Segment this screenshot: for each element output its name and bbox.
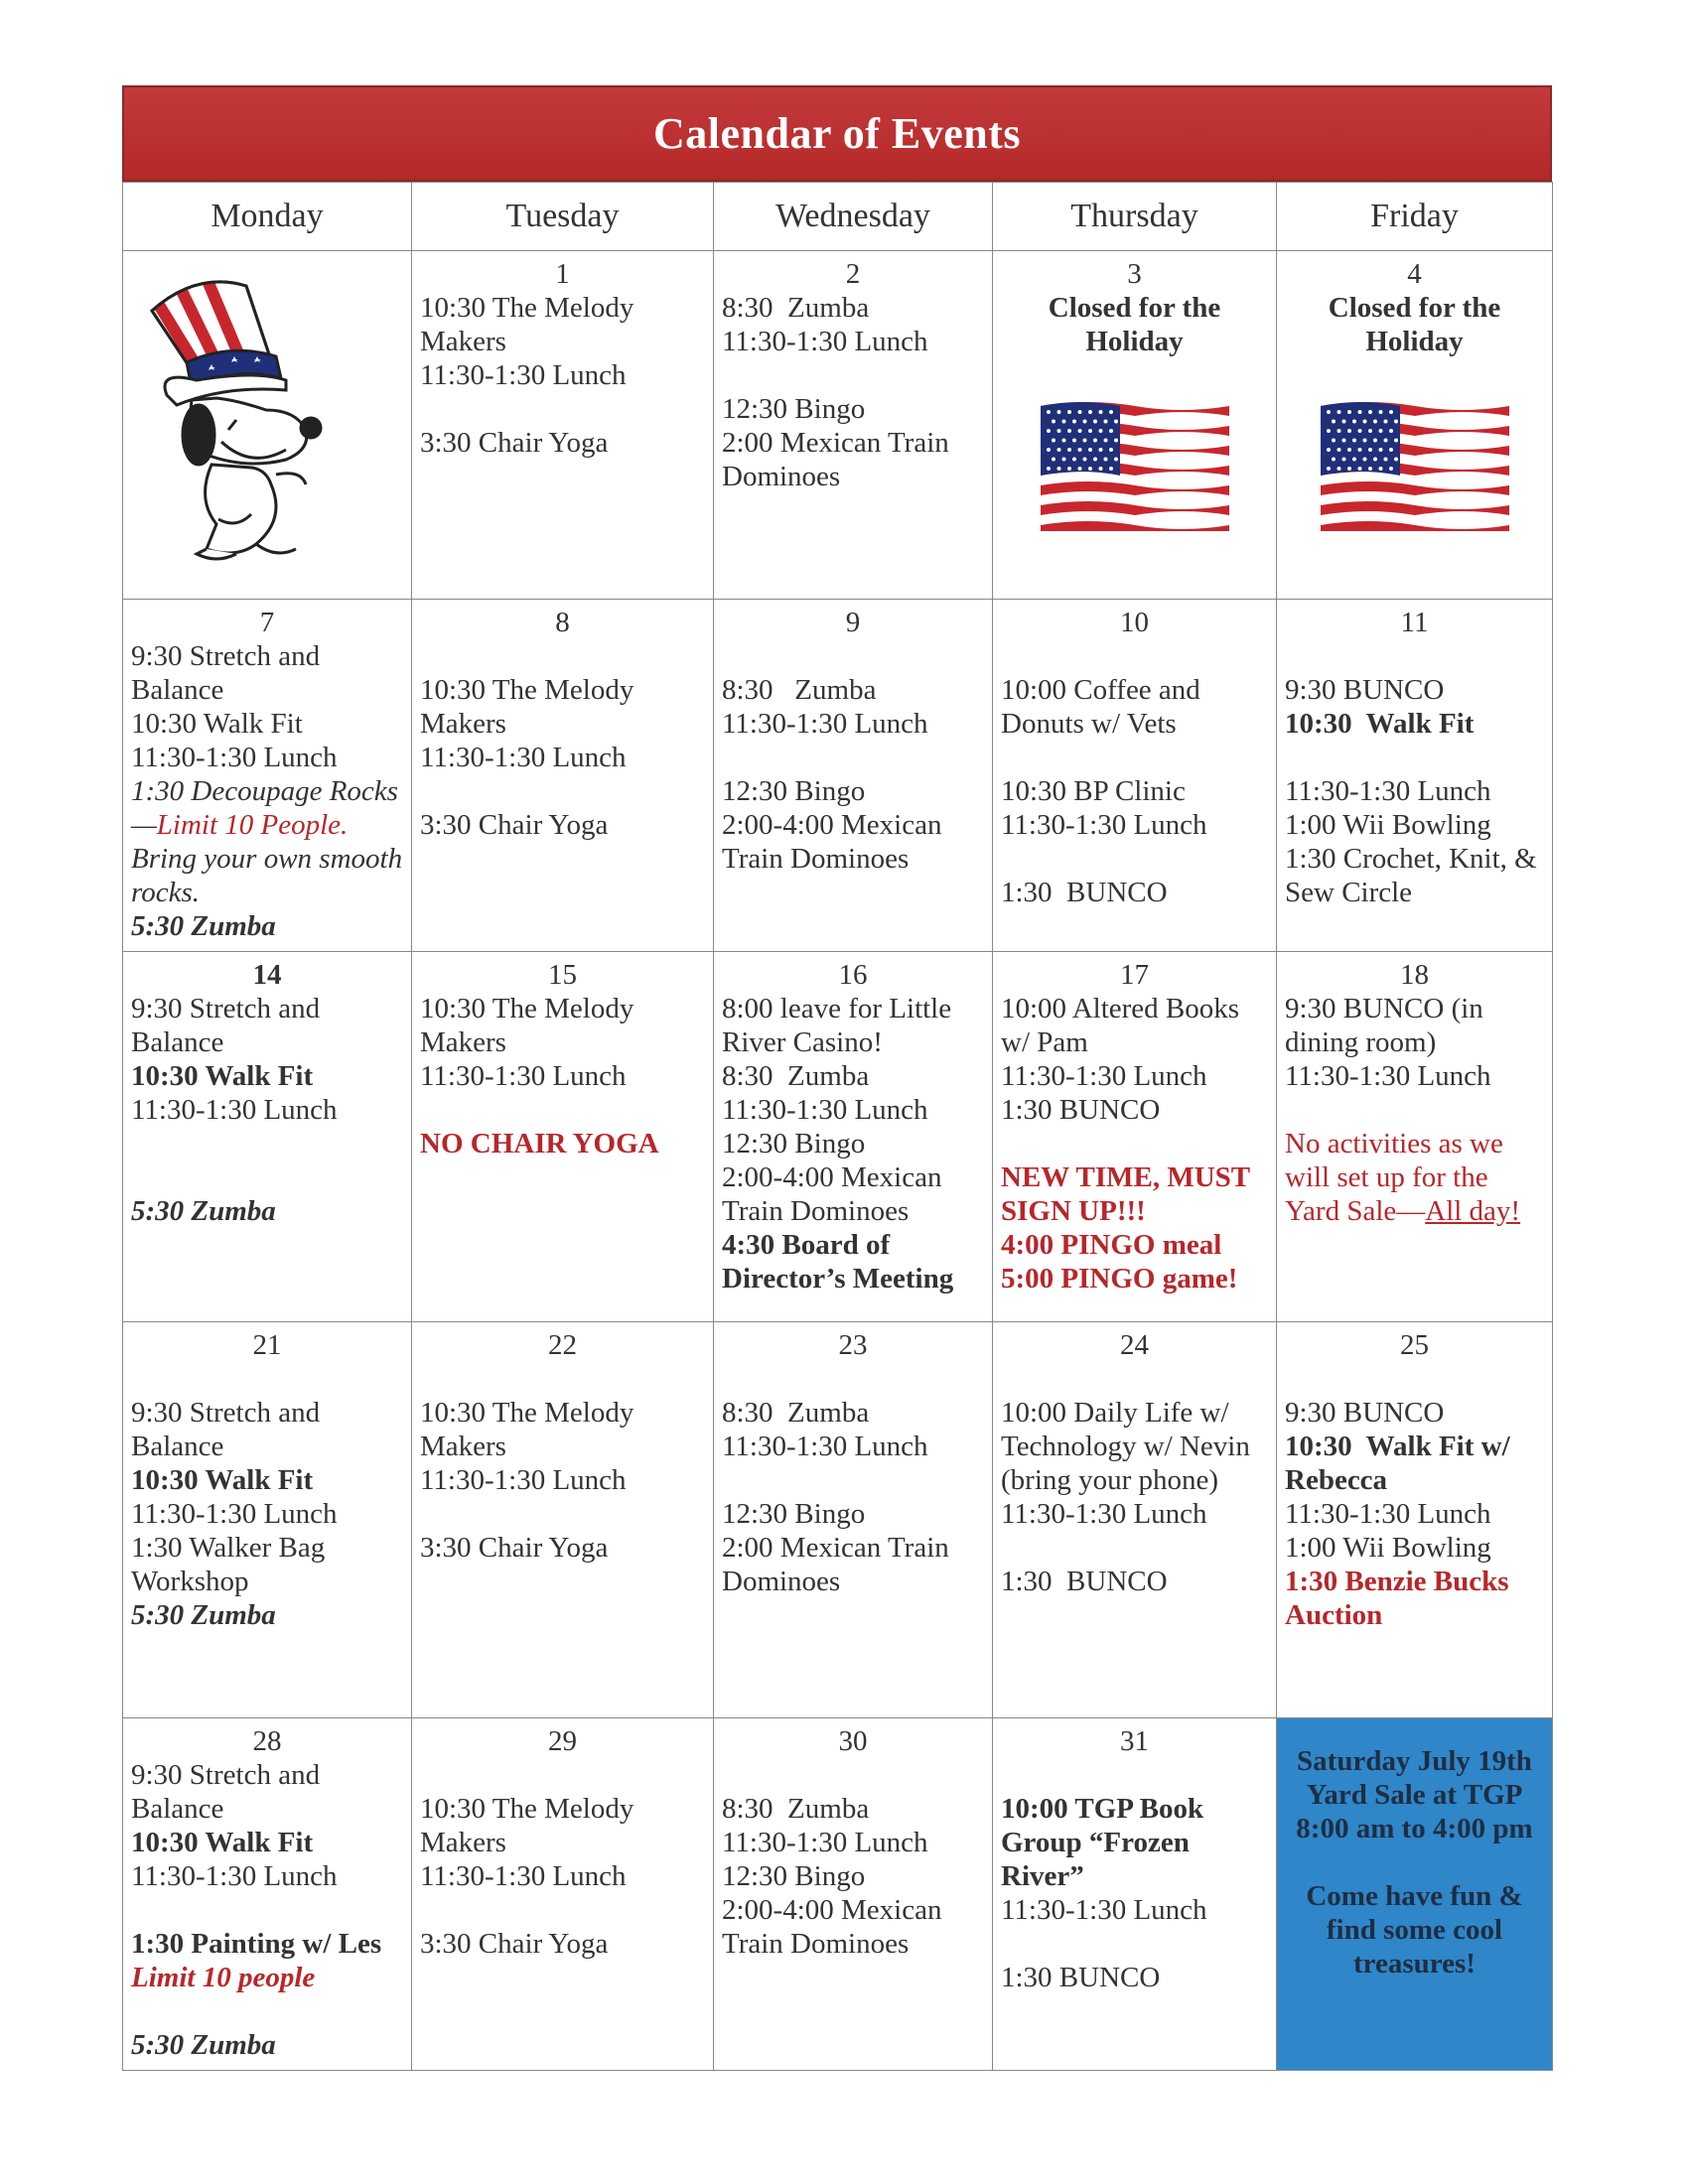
event-line: 11:30-1:30 Lunch — [1285, 775, 1491, 807]
event-line: 10:00 Daily Life w/ Technology w/ Nevin (bring your phone) — [1001, 1397, 1258, 1496]
day-number: 14 — [252, 959, 282, 991]
event-line: 10:00 TGP Book Group “Frozen River” — [1001, 1793, 1211, 1892]
day-cell — [993, 251, 1277, 600]
event-line: 5:00 PINGO game! — [1001, 1263, 1238, 1295]
day-cell — [714, 600, 993, 952]
event-line: 8:30 Zumba — [722, 1397, 870, 1429]
day-cell — [1277, 600, 1553, 952]
event-line: 11:30-1:30 Lunch — [1001, 1060, 1207, 1092]
event-line: 11:30-1:30 Lunch — [131, 1498, 338, 1530]
event-line: 1:30 Benzie Bucks Auction — [1285, 1566, 1515, 1631]
page-title: Calendar of Events — [653, 109, 1021, 158]
event-line: 5:30 Zumba — [131, 2029, 276, 2061]
american-flag-icon — [1041, 402, 1229, 531]
event-line: 10:00 Altered Books w/ Pam — [1001, 993, 1247, 1058]
event-line: 9:30 BUNCO (in dining room) — [1285, 993, 1491, 1058]
day-cell — [1277, 952, 1553, 1322]
event-line: 4:00 PINGO meal — [1001, 1229, 1222, 1261]
event-line: 11:30-1:30 Lunch — [1001, 1498, 1207, 1530]
event-line: 11:30-1:30 Lunch — [722, 708, 928, 740]
day-number: 30 — [838, 1725, 868, 1757]
event-line: 10:30 The Melody Makers — [420, 1397, 641, 1462]
event-line: 1:30 Crochet, Knit, & Sew Circle — [1285, 843, 1544, 908]
day-number: 31 — [1120, 1725, 1149, 1757]
weekday-header: Monday — [123, 183, 412, 251]
event-line: 2:00 Mexican Train Dominoes — [722, 1532, 957, 1597]
day-cell — [412, 251, 714, 600]
event-line: 9:30 BUNCO — [1285, 1397, 1445, 1429]
event-line: 2:00-4:00 Mexican Train Dominoes — [722, 809, 949, 875]
day-cell — [1277, 1322, 1553, 1718]
event-line: 8:00 leave for Little River Casino! — [722, 993, 959, 1058]
day-number: 29 — [548, 1725, 577, 1757]
week-row — [123, 1718, 1553, 2071]
day-number: 15 — [548, 959, 577, 991]
event-line: 11:30-1:30 Lunch — [131, 742, 338, 773]
week-row — [123, 1322, 1553, 1718]
week-row — [123, 600, 1553, 952]
day-cell — [714, 1718, 993, 2071]
event-line: 1:30 Painting w/ Les — [131, 1928, 382, 1960]
event-line: 11:30-1:30 Lunch — [722, 1431, 928, 1462]
event-line: 10:00 Coffee and Donuts w/ Vets — [1001, 674, 1208, 740]
event-line: 10:30 Walk Fit — [1285, 708, 1475, 740]
event-line: 10:30 BP Clinic — [1001, 775, 1186, 807]
event-line: 12:30 Bingo — [722, 1498, 866, 1530]
event-line: 9:30 Stretch and Balance — [131, 993, 328, 1058]
event-line: 9:30 BUNCO — [1285, 674, 1445, 706]
title-bar — [122, 85, 1552, 182]
event-line: NEW TIME, MUST SIGN UP!!! — [1001, 1161, 1257, 1227]
event-line: 2:00-4:00 Mexican Train Dominoes — [722, 1161, 949, 1227]
day-cell — [412, 1718, 714, 2071]
day-number: 28 — [252, 1725, 282, 1757]
day-cell — [714, 952, 993, 1322]
event-line: 1:30 Decoupage Rocks—Limit 10 People. Bring your own smooth rocks. — [131, 775, 410, 908]
weekday-header: Wednesday — [714, 183, 993, 251]
event-line: 3:30 Chair Yoga — [420, 1532, 609, 1564]
day-cell — [412, 952, 714, 1322]
event-line: 1:30 BUNCO — [1001, 1566, 1168, 1597]
event-line: 11:30-1:30 Lunch — [1001, 1894, 1207, 1926]
event-line: 10:30 Walk Fit — [131, 1464, 314, 1496]
event-line: 2:00 Mexican Train Dominoes — [722, 427, 957, 492]
event-line: 9:30 Stretch and Balance — [131, 1397, 328, 1462]
event-line: 10:30 Walk Fit — [131, 1060, 314, 1092]
event-line: 1:30 BUNCO — [1001, 1094, 1161, 1126]
day-number: 21 — [252, 1329, 282, 1361]
event-line: Closed for the Holiday — [1328, 292, 1508, 357]
event-line: 3:30 Chair Yoga — [420, 1928, 609, 1960]
event-line: 8:30 Zumba — [722, 1060, 870, 1092]
event-line: 5:30 Zumba — [131, 1599, 276, 1631]
day-number: 22 — [548, 1329, 577, 1361]
day-number: 11 — [1400, 607, 1429, 638]
event-line: 8:00 am to 4:00 pm — [1296, 1813, 1533, 1844]
event-line: 11:30-1:30 Lunch — [131, 1094, 338, 1126]
event-line: 5:30 Zumba — [131, 910, 276, 942]
day-number: 1 — [555, 258, 570, 290]
event-line: Saturday July 19th Yard Sale at TGP — [1297, 1745, 1539, 1811]
event-line: Closed for the Holiday — [1048, 292, 1228, 357]
event-line: 3:30 Chair Yoga — [420, 427, 609, 459]
event-line: 12:30 Bingo — [722, 393, 866, 425]
event-line: 11:30-1:30 Lunch — [420, 1860, 627, 1892]
day-number: 23 — [838, 1329, 868, 1361]
event-line: 11:30-1:30 Lunch — [722, 1094, 928, 1126]
american-flag-icon — [1321, 402, 1509, 531]
event-line: 4:30 Board of Director’s Meeting — [722, 1229, 954, 1295]
event-line: 11:30-1:30 Lunch — [420, 1060, 627, 1092]
day-cell — [412, 1322, 714, 1718]
event-line: 8:30 Zumba — [722, 292, 870, 324]
day-number: 3 — [1127, 258, 1142, 290]
event-line: NO CHAIR YOGA — [420, 1128, 659, 1160]
event-line: 10:30 Walk Fit — [131, 1827, 314, 1858]
event-line: Limit 10 people — [131, 1962, 316, 1993]
event-line: 12:30 Bingo — [722, 1860, 866, 1892]
event-line: 11:30-1:30 Lunch — [722, 326, 928, 357]
day-number: 2 — [845, 258, 861, 290]
day-number: 10 — [1120, 607, 1149, 638]
event-line: 1:30 BUNCO — [1001, 877, 1168, 908]
event-line: 3:30 Chair Yoga — [420, 809, 609, 841]
event-line: 12:30 Bingo — [722, 1128, 866, 1160]
day-cell — [993, 1718, 1277, 2071]
day-cell — [123, 600, 412, 952]
event-line: 10:30 Walk Fit — [131, 708, 303, 740]
weekday-header: Tuesday — [412, 183, 714, 251]
event-line: 8:30 Zumba — [722, 674, 877, 706]
event-line: No activities as we will set up for the Yard Sale—All day! — [1285, 1128, 1521, 1227]
event-line: 1:30 Walker Bag Workshop — [131, 1532, 332, 1597]
event-line: 11:30-1:30 Lunch — [420, 1464, 627, 1496]
event-line: 1:00 Wii Bowling — [1285, 1532, 1491, 1564]
day-cell — [123, 1322, 412, 1718]
event-line: 8:30 Zumba — [722, 1793, 870, 1825]
day-cell — [123, 952, 412, 1322]
event-line: 11:30-1:30 Lunch — [420, 742, 627, 773]
calendar-table — [122, 182, 1553, 2071]
event-line: 11:30-1:30 Lunch — [1001, 809, 1207, 841]
day-cell — [412, 600, 714, 952]
event-line: 10:30 Walk Fit w/ Rebecca — [1285, 1431, 1517, 1496]
event-line: 11:30-1:30 Lunch — [420, 359, 627, 391]
event-line: 10:30 The Melody Makers — [420, 993, 641, 1058]
day-cell — [123, 251, 412, 600]
week-row — [123, 251, 1553, 600]
event-line: 11:30-1:30 Lunch — [722, 1827, 928, 1858]
day-cell — [123, 1718, 412, 2071]
event-line: 11:30-1:30 Lunch — [131, 1860, 338, 1892]
day-number: 4 — [1407, 258, 1422, 290]
event-line: 11:30-1:30 Lunch — [1285, 1060, 1491, 1092]
calendar-sheet — [122, 85, 1552, 2071]
day-number: 17 — [1120, 959, 1149, 991]
day-number: 7 — [259, 607, 275, 638]
event-line: 2:00-4:00 Mexican Train Dominoes — [722, 1894, 949, 1960]
day-cell — [714, 1322, 993, 1718]
event-line: 5:30 Zumba — [131, 1195, 276, 1227]
event-line: 1:00 Wii Bowling — [1285, 809, 1491, 841]
day-number: 18 — [1400, 959, 1429, 991]
day-cell — [993, 1322, 1277, 1718]
event-line: 9:30 Stretch and Balance — [131, 1759, 328, 1825]
day-number: 9 — [845, 607, 861, 638]
day-cell — [1277, 251, 1553, 600]
day-cell — [993, 600, 1277, 952]
weekday-header-row — [123, 183, 1553, 251]
weekday-header: Friday — [1277, 183, 1553, 251]
week-row — [123, 952, 1553, 1322]
event-line: 11:30-1:30 Lunch — [1285, 1498, 1491, 1530]
event-line: 12:30 Bingo — [722, 775, 866, 807]
snoopy-uncle-sam-illustration — [137, 271, 365, 569]
day-cell — [993, 952, 1277, 1322]
event-line: Come have fun & find some cool treasures! — [1306, 1880, 1530, 1979]
event-line: 10:30 The Melody Makers — [420, 292, 641, 357]
day-cell — [714, 251, 993, 600]
event-line: 1:30 BUNCO — [1001, 1962, 1161, 1993]
day-number: 24 — [1120, 1329, 1149, 1361]
day-number: 16 — [838, 959, 868, 991]
event-line: 9:30 Stretch and Balance — [131, 640, 328, 706]
yard-sale-highlight-cell — [1277, 1718, 1553, 2071]
event-line: 10:30 The Melody Makers — [420, 674, 641, 740]
weekday-header: Thursday — [993, 183, 1277, 251]
day-number: 25 — [1400, 1329, 1429, 1361]
day-number: 8 — [555, 607, 570, 638]
event-line: 10:30 The Melody Makers — [420, 1793, 641, 1858]
